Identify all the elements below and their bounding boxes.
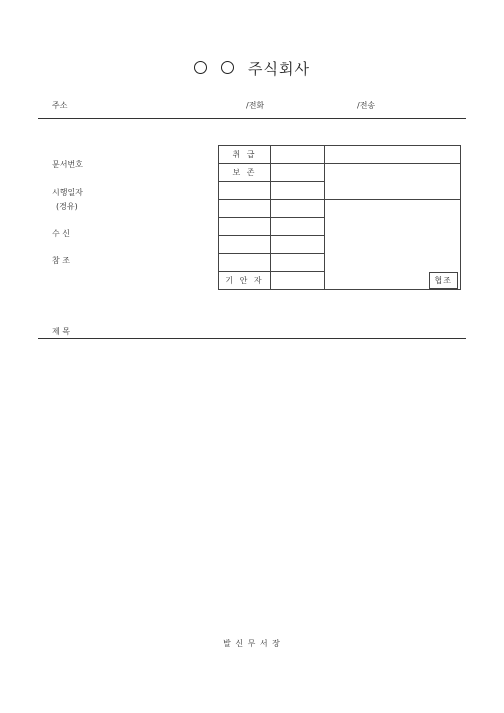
blank-circle-icon xyxy=(194,61,207,74)
header-divider xyxy=(38,118,466,119)
handling-cell xyxy=(271,146,325,164)
reference-label: 참 조 xyxy=(52,256,70,265)
recipient-label: 수 신 xyxy=(52,229,70,238)
company-title xyxy=(0,58,504,79)
cooperation-cell xyxy=(325,200,461,290)
grid-cell xyxy=(271,254,325,272)
drafter-cell xyxy=(271,272,325,290)
via-label: (경유) xyxy=(56,202,78,211)
grid-cell xyxy=(271,200,325,218)
sender-label: 발 신 무 서 장 xyxy=(223,639,281,648)
grid-cell xyxy=(219,254,271,272)
cooperation-label: 협조 xyxy=(429,272,458,289)
company-title-text: 주식회사 xyxy=(248,60,310,78)
handling-label: 취 급 xyxy=(219,146,271,164)
grid-cell xyxy=(271,182,325,200)
preserve-label: 보 존 xyxy=(219,164,271,182)
grid-cell xyxy=(219,182,271,200)
grid-cell xyxy=(219,236,271,254)
doc-number-label: 문서번호 xyxy=(52,160,83,169)
fax-label: /전송 xyxy=(357,101,376,110)
subject-label: 제 목 xyxy=(52,327,70,336)
handling-note-cell xyxy=(325,146,461,164)
grid-cell xyxy=(219,200,271,218)
subject-divider xyxy=(38,338,466,339)
grid-cell xyxy=(271,236,325,254)
grid-cell xyxy=(219,218,271,236)
preserve-cell xyxy=(271,164,325,182)
grid-cell xyxy=(271,218,325,236)
preserve-note-cell xyxy=(325,164,461,200)
date-label: 시행일자 xyxy=(52,188,83,197)
blank-circle-icon xyxy=(221,61,234,74)
address-label: 주소 xyxy=(52,101,68,110)
drafter-label: 기 안 자 xyxy=(219,272,271,290)
phone-label: /전화 xyxy=(246,101,265,110)
approval-grid xyxy=(218,145,461,290)
